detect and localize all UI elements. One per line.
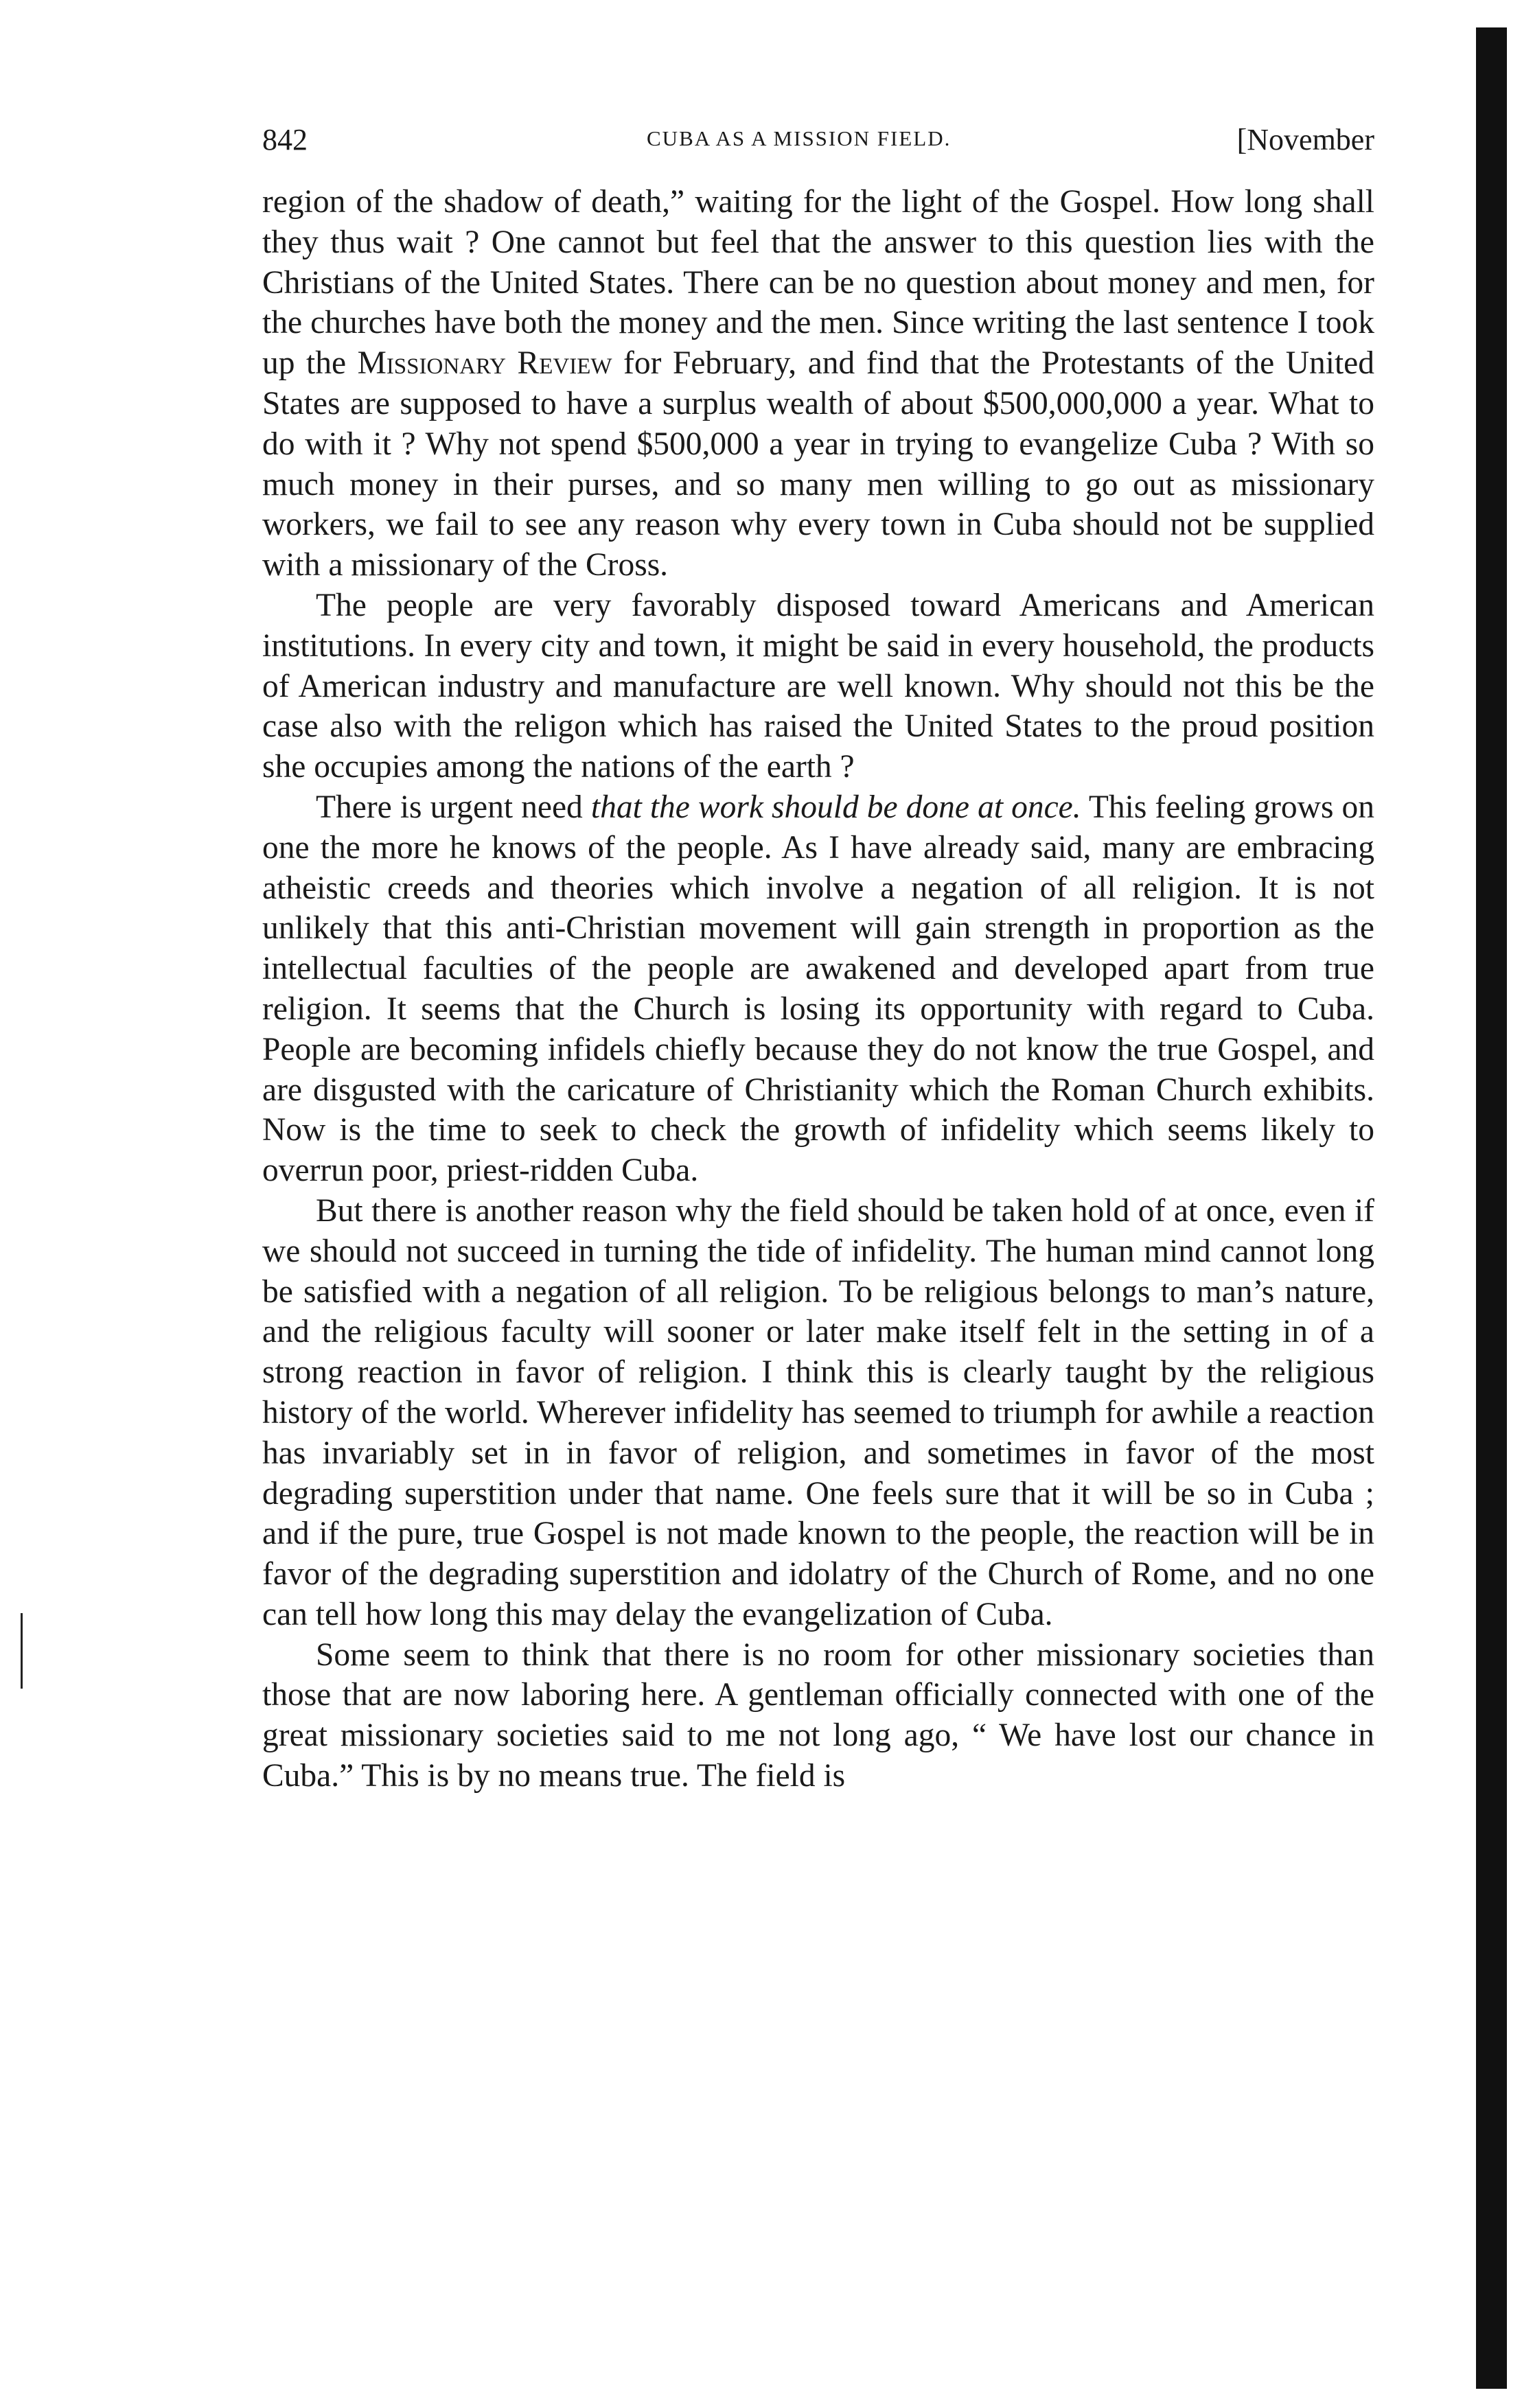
month-tag: [November (1236, 123, 1374, 157)
paragraph-3 (262, 787, 1374, 1191)
paragraph-5: Some seem to think that there is no room for other missionary societies than those that are now laboring here. A gentleman officially connected with one of the great missionary societies said to me not long ago, “ We have lost our chance in Cuba.” This is by no means true. The field is (262, 1636, 1374, 1794)
running-header (262, 122, 1374, 163)
emphasis-phrase: that the work should be done at once. (590, 789, 1081, 825)
paragraph-1-part-1: region of the shadow of death,” waiting for the light of the Gospel. How long shall they thus wait ? One cannot but feel that the answer to this question lies with the Christians of the United States. There can be no question about money and men, for the churches have both the money and the men. Since writing the last sentence I took up the (262, 184, 1374, 382)
running-title: CUBA AS A MISSION FIELD. (647, 126, 952, 150)
paragraph-3-part-1: There is urgent need (316, 789, 591, 825)
body-text (262, 182, 1374, 1796)
paragraph-4: But there is another reason why the field should be taken hold of at once, even if we should not succeed in turning the tide of infidelity. The human mind cannot long be satisfied with a negation of all religion. To be religious belongs to man’s nature, and the religious faculty will sooner or later make itself felt in the setting in of a strong reaction in favor of religion. I think this is clearly taught by the religious history of the world. Wherever infidelity has seemed to triumph for awhile a reaction has invariably set in in favor of religion, and sometimes in favor of the most degrading superstition under that name. One feels sure that it will be so in Cuba ; and if the pure, true Gospel is not made known to the people, the reaction will be in favor of the degrading superstition and idolatry of the Church of Rome, and no one can tell how long this may delay the evangelization of Cuba. (262, 1192, 1374, 1632)
edge-mark (21, 1613, 23, 1689)
binding-shadow (1476, 27, 1507, 2389)
paragraph-3-part-2: This feeling grows on one the more he knows of the people. As I have already said, many are embracing atheistic creeds and theories which involve a negation of all religion. It is not unlikely that this anti-Christian movement will gain strength in proportion as the intellectual faculties of the people are awakened and developed apart from true religion. It seems that the Church is losing its opportunity with regard to Cuba. People are becoming infidels chiefly because they do not know the true Gospel, and are disgusted with the caricature of Christianity which the Roman Church exhibits. Now is the time to seek to check the growth of infidelity which seems likely to overrun poor, priest-ridden Cuba. (262, 789, 1374, 1189)
paragraph-1-part-2: for February, and find that the Protestants of the United States are supposed to have a surplus wealth of about $500,000,000 a year. What to do with it ? Why not spend $500,000 a year in trying to evangelize Cuba ? With so much money in their purses, and so many men willing to go out as missionary workers, we fail to see any reason why every town in Cuba should not be supplied with a missionary of the Cross. (262, 345, 1375, 583)
magazine-title: Missionary Review (357, 345, 612, 382)
paragraph-1 (262, 182, 1374, 586)
paragraph-2: The people are very favorably disposed toward Americans and American institutions. In every city and town, it might be said in every household, the products of American industry and manufacture are well known. Why should not this be the case also with the religon which has raised the United States to the proud position she occupies among the nations of the earth ? (262, 587, 1374, 785)
page-number: 842 (262, 123, 308, 157)
